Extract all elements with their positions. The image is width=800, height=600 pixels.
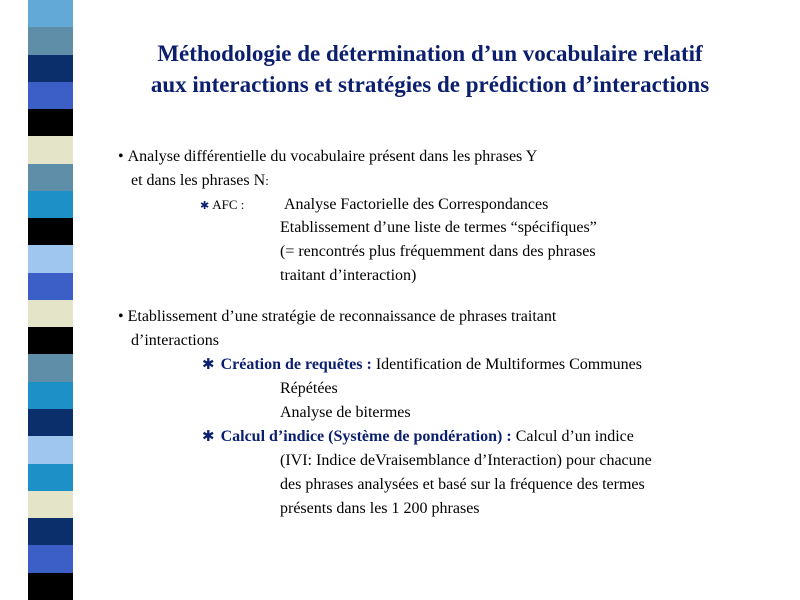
stripe-segment [28,82,73,109]
stripe-segment [28,491,73,518]
bullet-1-line-2 [131,169,269,193]
indice-line [202,425,634,449]
bullet-1-text-2: et dans les phrases N [131,172,266,189]
stripe-segment [28,300,73,327]
bullet-dot-icon: • [118,148,124,165]
stripe-segment [28,573,73,600]
stripe-segment [28,136,73,163]
stripe-segment [28,518,73,545]
requetes-line [202,353,642,377]
afc-line-3: (= rencontrés plus fréquemment dans des phrases [280,243,596,260]
stripe-segment [28,354,73,381]
bullet-1-text-1: Analyse différentielle du vocabulaire présent dans les phrases Y [127,148,538,165]
decorative-stripe [28,0,73,600]
stripe-segment [28,464,73,491]
indice-cont-3: présents dans les 1 200 phrases [280,500,480,517]
slide-title [80,38,780,100]
bullet-2-line-1 [118,305,556,329]
afc-line-1: Analyse Factorielle des Correspondances [284,196,549,213]
bullet-2-text-1: Etablissement d’une stratégie de reconnaissance de phrases traitant [127,308,557,325]
requetes-cont-1: Répétées [280,380,338,397]
stripe-segment [28,109,73,136]
stripe-segment [28,191,73,218]
requetes-label: Création de requêtes : [220,356,372,373]
stripe-segment [28,245,73,272]
stripe-segment [28,409,73,436]
indice-cont-1: (IVI: Indice deVraisemblance d’Interaction) pour chacune [280,452,652,469]
requetes-cont-2: Analyse de bitermes [280,404,411,421]
requetes-text: Identification de Multiformes Communes [375,356,642,373]
stripe-segment [28,382,73,409]
stripe-segment [28,327,73,354]
stripe-segment [28,273,73,300]
bullet-2-line-2: d’interactions [131,332,219,349]
title-line-1: Méthodologie de détermination d’un vocabulaire relatif [157,41,703,66]
indice-label: Calcul d’indice (Système de pondération) : [220,428,512,445]
bullet-1-line-1 [118,145,537,169]
stripe-segment [28,436,73,463]
afc-label [200,193,244,218]
title-line-2: aux interactions et stratégies de prédiction d’interactions [150,72,710,97]
asterisk-bullet-icon: ✱ [202,357,215,373]
stripe-segment [28,218,73,245]
indice-cont-2: des phrases analysées et basé sur la fréquence des termes [280,476,645,493]
stripe-segment [28,55,73,82]
asterisk-bullet-icon: ✱ [200,200,210,212]
stripe-segment [28,164,73,191]
stripe-segment [28,545,73,572]
indice-text: Calcul d’un indice [515,428,634,445]
stripe-segment [28,27,73,54]
afc-line-2: Etablissement d’une liste de termes “spécifiques” [280,219,597,236]
bullet-1-colon: : [265,173,269,188]
afc-line-4: traitant d’interaction) [280,267,417,284]
stripe-segment [28,0,73,27]
bullet-dot-icon: • [118,308,124,325]
asterisk-bullet-icon: ✱ [202,429,215,445]
afc-label-text: AFC : [212,197,245,212]
